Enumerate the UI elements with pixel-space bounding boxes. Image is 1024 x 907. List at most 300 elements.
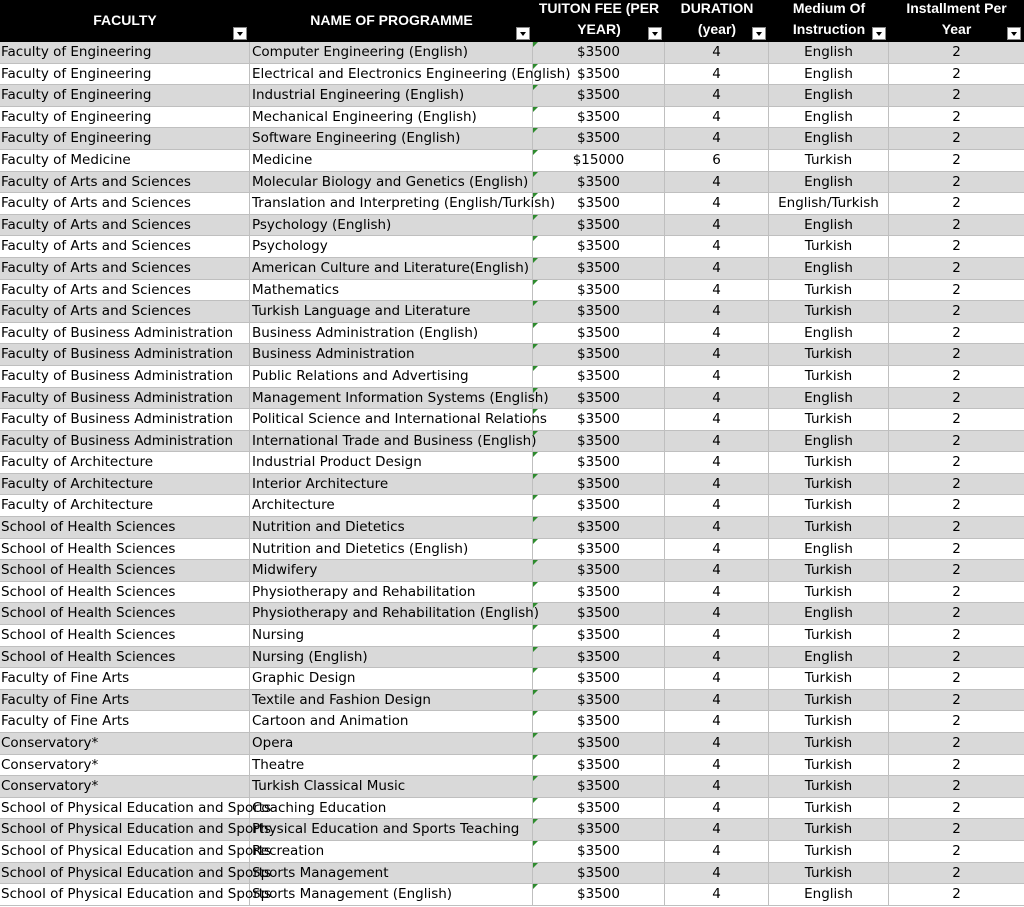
programme-cell[interactable]: Textile and Fashion Design bbox=[250, 690, 533, 711]
duration-cell[interactable]: 4 bbox=[665, 85, 769, 106]
faculty-cell[interactable]: Conservatory* bbox=[0, 755, 250, 776]
installment-cell[interactable]: 2 bbox=[952, 519, 961, 536]
faculty-cell[interactable]: Faculty of Arts and Sciences bbox=[0, 215, 250, 236]
installment-cell[interactable]: 2 bbox=[952, 130, 961, 147]
faculty-cell[interactable]: Faculty of Business Administration bbox=[0, 388, 250, 409]
tuition-cell[interactable]: $3500 bbox=[533, 366, 665, 387]
duration-cell[interactable]: 4 bbox=[665, 711, 769, 732]
tuition-cell[interactable]: $3500 bbox=[533, 42, 665, 63]
medium-cell[interactable]: English bbox=[769, 388, 889, 409]
cell-comment-marker-icon bbox=[533, 819, 538, 824]
programme-cell[interactable]: Medicine bbox=[250, 150, 533, 171]
programme-cell[interactable]: Physical Education and Sports Teaching bbox=[250, 819, 533, 840]
installment-cell[interactable]: 2 bbox=[952, 87, 961, 104]
duration-cell[interactable]: 4 bbox=[665, 798, 769, 819]
medium-cell[interactable]: Turkish bbox=[769, 582, 889, 603]
installment-cell[interactable]: 2 bbox=[952, 691, 961, 708]
faculty-cell[interactable]: Faculty of Engineering bbox=[0, 128, 250, 149]
programme-cell[interactable]: Software Engineering (English) bbox=[250, 128, 533, 149]
faculty-cell[interactable]: School of Health Sciences bbox=[0, 647, 250, 668]
programme-cell[interactable]: Architecture bbox=[250, 495, 533, 516]
tuition-cell[interactable]: $3500 bbox=[533, 819, 665, 840]
programme-cell[interactable]: Management Information Systems (English) bbox=[250, 388, 533, 409]
medium-cell[interactable]: Turkish bbox=[769, 841, 889, 862]
duration-cell[interactable]: 4 bbox=[665, 625, 769, 646]
programme-cell[interactable]: Coaching Education bbox=[250, 798, 533, 819]
tuition-cell[interactable]: $3500 bbox=[533, 388, 665, 409]
installment-cell[interactable]: 2 bbox=[952, 605, 961, 622]
duration-cell[interactable]: 4 bbox=[665, 42, 769, 63]
duration-cell[interactable]: 4 bbox=[665, 582, 769, 603]
cell-comment-marker-icon bbox=[533, 711, 538, 716]
duration-cell[interactable]: 4 bbox=[665, 431, 769, 452]
duration-cell[interactable]: 4 bbox=[665, 733, 769, 754]
filter-dropdown-icon[interactable] bbox=[233, 27, 247, 40]
programme-cell[interactable]: Public Relations and Advertising bbox=[250, 366, 533, 387]
duration-cell[interactable]: 4 bbox=[665, 280, 769, 301]
medium-cell[interactable]: Turkish bbox=[769, 733, 889, 754]
programme-cell[interactable]: Psychology (English) bbox=[250, 215, 533, 236]
tuition-cell[interactable]: $3500 bbox=[533, 409, 665, 430]
duration-cell[interactable]: 4 bbox=[665, 128, 769, 149]
table-row bbox=[0, 280, 1024, 302]
faculty-cell[interactable]: School of Physical Education and Sports bbox=[0, 884, 250, 905]
duration-cell[interactable]: 4 bbox=[665, 193, 769, 214]
table-row bbox=[0, 474, 1024, 496]
table-row bbox=[0, 884, 1024, 906]
programme-cell[interactable]: Business Administration (English) bbox=[250, 323, 533, 344]
table-row bbox=[0, 495, 1024, 517]
cell-comment-marker-icon bbox=[533, 625, 538, 630]
table-row bbox=[0, 388, 1024, 410]
duration-cell[interactable]: 4 bbox=[665, 388, 769, 409]
filter-dropdown-icon[interactable] bbox=[1007, 27, 1021, 40]
cell-comment-marker-icon bbox=[533, 884, 538, 889]
tuition-cell[interactable]: $3500 bbox=[533, 280, 665, 301]
duration-cell[interactable]: 4 bbox=[665, 236, 769, 257]
installment-cell[interactable]: 2 bbox=[952, 259, 961, 276]
faculty-cell[interactable]: School of Physical Education and Sports bbox=[0, 819, 250, 840]
duration-cell[interactable]: 4 bbox=[665, 863, 769, 884]
duration-cell[interactable]: 4 bbox=[665, 560, 769, 581]
faculty-cell[interactable]: Faculty of Business Administration bbox=[0, 323, 250, 344]
installment-cell[interactable]: 2 bbox=[952, 389, 961, 406]
programme-cell[interactable]: Molecular Biology and Genetics (English) bbox=[250, 172, 533, 193]
faculty-cell[interactable]: Faculty of Fine Arts bbox=[0, 668, 250, 689]
installment-cell[interactable]: 2 bbox=[952, 583, 961, 600]
medium-cell[interactable]: English bbox=[769, 107, 889, 128]
faculty-cell[interactable]: Faculty of Business Administration bbox=[0, 431, 250, 452]
duration-cell[interactable]: 4 bbox=[665, 452, 769, 473]
programme-cell[interactable]: Industrial Engineering (English) bbox=[250, 85, 533, 106]
medium-cell[interactable]: English bbox=[769, 258, 889, 279]
medium-cell[interactable]: Turkish bbox=[769, 236, 889, 257]
programme-cell[interactable]: International Trade and Business (English) bbox=[250, 431, 533, 452]
programme-cell[interactable]: Physiotherapy and Rehabilitation bbox=[250, 582, 533, 603]
faculty-cell[interactable]: Faculty of Arts and Sciences bbox=[0, 301, 250, 322]
medium-cell[interactable]: Turkish bbox=[769, 560, 889, 581]
cell-comment-marker-icon bbox=[533, 280, 538, 285]
installment-cell[interactable]: 2 bbox=[952, 886, 961, 903]
programme-cell[interactable]: Psychology bbox=[250, 236, 533, 257]
table-row bbox=[0, 215, 1024, 237]
installment-cell[interactable]: 2 bbox=[952, 540, 961, 557]
installment-cell[interactable]: 2 bbox=[952, 303, 961, 320]
programme-cell[interactable]: Nutrition and Dietetics (English) bbox=[250, 539, 533, 560]
installment-cell[interactable]: 2 bbox=[952, 756, 961, 773]
installment-cell[interactable]: 2 bbox=[952, 367, 961, 384]
installment-cell[interactable]: 2 bbox=[952, 475, 961, 492]
faculty-cell[interactable]: Faculty of Arts and Sciences bbox=[0, 193, 250, 214]
duration-cell[interactable]: 4 bbox=[665, 409, 769, 430]
tuition-cell[interactable]: $3500 bbox=[533, 733, 665, 754]
tuition-cell[interactable]: $3500 bbox=[533, 841, 665, 862]
table-row bbox=[0, 560, 1024, 582]
tuition-cell[interactable]: $15000 bbox=[533, 150, 665, 171]
faculty-cell[interactable]: School of Health Sciences bbox=[0, 582, 250, 603]
installment-cell[interactable]: 2 bbox=[952, 778, 961, 795]
duration-cell[interactable]: 4 bbox=[665, 517, 769, 538]
programme-cell[interactable]: Cartoon and Animation bbox=[250, 711, 533, 732]
cell-comment-marker-icon bbox=[533, 647, 538, 652]
installment-cell[interactable]: 2 bbox=[952, 195, 961, 212]
faculty-cell[interactable]: School of Health Sciences bbox=[0, 625, 250, 646]
faculty-cell[interactable]: Faculty of Fine Arts bbox=[0, 690, 250, 711]
medium-cell[interactable]: Turkish bbox=[769, 776, 889, 797]
duration-cell[interactable]: 4 bbox=[665, 603, 769, 624]
header-installment-line2: Year bbox=[941, 21, 972, 37]
installment-cell[interactable]: 2 bbox=[952, 670, 961, 687]
medium-cell[interactable]: Turkish bbox=[769, 301, 889, 322]
medium-cell[interactable]: English bbox=[769, 215, 889, 236]
medium-cell[interactable]: English bbox=[769, 323, 889, 344]
tuition-cell[interactable]: $3500 bbox=[533, 107, 665, 128]
programme-cell[interactable]: Mathematics bbox=[250, 280, 533, 301]
tuition-cell[interactable]: $3500 bbox=[533, 64, 665, 85]
programme-cell[interactable]: Translation and Interpreting (English/Turkish) bbox=[250, 193, 533, 214]
duration-cell[interactable]: 6 bbox=[665, 150, 769, 171]
medium-cell[interactable]: English bbox=[769, 431, 889, 452]
installment-cell[interactable]: 2 bbox=[952, 44, 961, 60]
tuition-cell[interactable]: $3500 bbox=[533, 517, 665, 538]
tuition-cell[interactable]: $3500 bbox=[533, 668, 665, 689]
tuition-cell[interactable]: $3500 bbox=[533, 863, 665, 884]
medium-cell[interactable]: Turkish bbox=[769, 474, 889, 495]
installment-cell[interactable]: 2 bbox=[952, 108, 961, 125]
tuition-cell[interactable]: $3500 bbox=[533, 323, 665, 344]
faculty-cell[interactable]: Faculty of Architecture bbox=[0, 474, 250, 495]
programme-cell[interactable]: Industrial Product Design bbox=[250, 452, 533, 473]
duration-cell[interactable]: 4 bbox=[665, 366, 769, 387]
medium-cell[interactable]: Turkish bbox=[769, 344, 889, 365]
installment-cell[interactable]: 2 bbox=[952, 821, 961, 838]
faculty-cell[interactable]: School of Health Sciences bbox=[0, 539, 250, 560]
medium-cell[interactable]: Turkish bbox=[769, 863, 889, 884]
medium-cell[interactable]: English bbox=[769, 647, 889, 668]
programme-cell[interactable]: Sports Management bbox=[250, 863, 533, 884]
medium-cell[interactable]: English bbox=[769, 64, 889, 85]
table-row bbox=[0, 690, 1024, 712]
medium-cell[interactable]: English bbox=[769, 42, 889, 63]
table-row bbox=[0, 625, 1024, 647]
table-row bbox=[0, 755, 1024, 777]
programme-cell[interactable]: Nutrition and Dietetics bbox=[250, 517, 533, 538]
medium-cell[interactable]: Turkish bbox=[769, 798, 889, 819]
faculty-cell[interactable]: Faculty of Architecture bbox=[0, 452, 250, 473]
cell-comment-marker-icon bbox=[533, 344, 538, 349]
duration-cell[interactable]: 4 bbox=[665, 755, 769, 776]
cell-comment-marker-icon bbox=[533, 258, 538, 263]
cell-comment-marker-icon bbox=[533, 366, 538, 371]
programme-cell[interactable]: Political Science and International Relations bbox=[250, 409, 533, 430]
faculty-cell[interactable]: Faculty of Arts and Sciences bbox=[0, 172, 250, 193]
programme-cell[interactable]: Electrical and Electronics Engineering (English) bbox=[250, 64, 533, 85]
table-row bbox=[0, 539, 1024, 561]
cell-comment-marker-icon bbox=[533, 452, 538, 457]
programme-cell[interactable]: Turkish Language and Literature bbox=[250, 301, 533, 322]
tuition-cell[interactable]: $3500 bbox=[533, 582, 665, 603]
duration-cell[interactable]: 4 bbox=[665, 474, 769, 495]
tuition-cell[interactable]: $3500 bbox=[533, 495, 665, 516]
faculty-cell[interactable]: Faculty of Business Administration bbox=[0, 366, 250, 387]
programme-cell[interactable]: American Culture and Literature(English) bbox=[250, 258, 533, 279]
tuition-cell[interactable]: $3500 bbox=[533, 755, 665, 776]
medium-cell[interactable]: English bbox=[769, 884, 889, 905]
duration-cell[interactable]: 4 bbox=[665, 107, 769, 128]
duration-cell[interactable]: 4 bbox=[665, 495, 769, 516]
tuition-cell[interactable]: $3500 bbox=[533, 431, 665, 452]
faculty-cell[interactable]: Faculty of Arts and Sciences bbox=[0, 236, 250, 257]
duration-cell[interactable]: 4 bbox=[665, 301, 769, 322]
medium-cell[interactable]: English bbox=[769, 603, 889, 624]
faculty-cell[interactable]: Faculty of Engineering bbox=[0, 42, 250, 63]
header-duration bbox=[665, 0, 769, 42]
medium-cell[interactable]: Turkish bbox=[769, 755, 889, 776]
table-row bbox=[0, 301, 1024, 323]
duration-cell[interactable]: 4 bbox=[665, 841, 769, 862]
installment-cell[interactable]: 2 bbox=[952, 864, 961, 881]
tuition-cell[interactable]: $3500 bbox=[533, 798, 665, 819]
header-row bbox=[0, 0, 1024, 42]
installment-cell[interactable]: 2 bbox=[952, 497, 961, 514]
programme-cell[interactable]: Computer Engineering (English) bbox=[250, 42, 533, 63]
installment-cell[interactable]: 2 bbox=[952, 627, 961, 644]
faculty-cell[interactable]: School of Physical Education and Sports bbox=[0, 841, 250, 862]
tuition-cell[interactable]: $3500 bbox=[533, 344, 665, 365]
duration-cell[interactable]: 4 bbox=[665, 690, 769, 711]
medium-cell[interactable]: Turkish bbox=[769, 690, 889, 711]
duration-cell[interactable]: 4 bbox=[665, 776, 769, 797]
tuition-cell[interactable]: $3500 bbox=[533, 236, 665, 257]
table-row bbox=[0, 64, 1024, 86]
medium-cell[interactable]: Turkish bbox=[769, 517, 889, 538]
installment-cell[interactable]: 2 bbox=[952, 454, 961, 471]
faculty-cell[interactable]: School of Health Sciences bbox=[0, 517, 250, 538]
cell-comment-marker-icon bbox=[533, 776, 538, 781]
medium-cell[interactable]: English bbox=[769, 128, 889, 149]
header-faculty bbox=[0, 0, 250, 42]
installment-cell[interactable]: 2 bbox=[952, 648, 961, 665]
faculty-cell[interactable]: Faculty of Arts and Sciences bbox=[0, 258, 250, 279]
installment-cell[interactable]: 2 bbox=[952, 735, 961, 751]
installment-cell[interactable]: 2 bbox=[952, 713, 961, 730]
cell-comment-marker-icon bbox=[533, 215, 538, 220]
tuition-cell[interactable]: $3500 bbox=[533, 690, 665, 711]
programme-cell[interactable]: Physiotherapy and Rehabilitation (English) bbox=[250, 603, 533, 624]
filter-dropdown-icon[interactable] bbox=[752, 27, 766, 40]
programme-cell[interactable]: Nursing (English) bbox=[250, 647, 533, 668]
table-row bbox=[0, 647, 1024, 669]
programme-cell[interactable]: Turkish Classical Music bbox=[250, 776, 533, 797]
duration-cell[interactable]: 4 bbox=[665, 539, 769, 560]
cell-comment-marker-icon bbox=[533, 431, 538, 436]
tuition-cell[interactable]: $3500 bbox=[533, 172, 665, 193]
table-row bbox=[0, 236, 1024, 258]
table-row bbox=[0, 128, 1024, 150]
faculty-cell[interactable]: Faculty of Engineering bbox=[0, 64, 250, 85]
cell-comment-marker-icon bbox=[533, 668, 538, 673]
faculty-cell[interactable]: School of Physical Education and Sports bbox=[0, 863, 250, 884]
installment-cell[interactable]: 2 bbox=[952, 151, 961, 168]
installment-cell[interactable]: 2 bbox=[952, 324, 961, 341]
faculty-cell[interactable]: Faculty of Business Administration bbox=[0, 409, 250, 430]
cell-comment-marker-icon bbox=[533, 128, 538, 133]
duration-cell[interactable]: 4 bbox=[665, 258, 769, 279]
medium-cell[interactable]: Turkish bbox=[769, 452, 889, 473]
faculty-cell[interactable]: Conservatory* bbox=[0, 776, 250, 797]
faculty-cell[interactable]: School of Health Sciences bbox=[0, 560, 250, 581]
medium-cell[interactable]: English bbox=[769, 172, 889, 193]
filter-dropdown-icon[interactable] bbox=[516, 27, 530, 40]
faculty-cell[interactable]: Faculty of Engineering bbox=[0, 107, 250, 128]
faculty-cell[interactable]: Faculty of Fine Arts bbox=[0, 711, 250, 732]
cell-comment-marker-icon bbox=[533, 841, 538, 846]
tuition-cell[interactable]: $3500 bbox=[533, 474, 665, 495]
programme-cell[interactable]: Interior Architecture bbox=[250, 474, 533, 495]
filter-dropdown-icon[interactable] bbox=[648, 27, 662, 40]
faculty-cell[interactable]: Faculty of Arts and Sciences bbox=[0, 280, 250, 301]
table-row bbox=[0, 776, 1024, 798]
tuition-cell[interactable]: $3500 bbox=[533, 301, 665, 322]
medium-cell[interactable]: English/Turkish bbox=[769, 193, 889, 214]
programme-cell[interactable]: Graphic Design bbox=[250, 668, 533, 689]
duration-cell[interactable]: 4 bbox=[665, 215, 769, 236]
medium-cell[interactable]: Turkish bbox=[769, 819, 889, 840]
tuition-cell[interactable]: $3500 bbox=[533, 193, 665, 214]
medium-cell[interactable]: Turkish bbox=[769, 366, 889, 387]
table-row bbox=[0, 668, 1024, 690]
cell-comment-marker-icon bbox=[533, 755, 538, 760]
filter-dropdown-icon[interactable] bbox=[872, 27, 886, 40]
medium-cell[interactable]: Turkish bbox=[769, 495, 889, 516]
tuition-cell[interactable]: $3500 bbox=[533, 776, 665, 797]
cell-comment-marker-icon bbox=[533, 150, 538, 155]
programme-cell[interactable]: Theatre bbox=[250, 755, 533, 776]
duration-cell[interactable]: 4 bbox=[665, 323, 769, 344]
faculty-cell[interactable]: Faculty of Architecture bbox=[0, 495, 250, 516]
installment-cell[interactable]: 2 bbox=[952, 842, 961, 859]
programme-cell[interactable]: Nursing bbox=[250, 625, 533, 646]
cell-comment-marker-icon bbox=[533, 42, 538, 47]
tuition-cell[interactable]: $3500 bbox=[533, 539, 665, 560]
tuition-cell[interactable]: $3500 bbox=[533, 128, 665, 149]
table-row bbox=[0, 863, 1024, 885]
tuition-cell[interactable]: $3500 bbox=[533, 625, 665, 646]
table-row bbox=[0, 798, 1024, 820]
tuition-cell[interactable]: $3500 bbox=[533, 711, 665, 732]
medium-cell[interactable]: Turkish bbox=[769, 668, 889, 689]
table-row bbox=[0, 603, 1024, 625]
header-tuition bbox=[533, 0, 665, 42]
faculty-cell[interactable]: School of Health Sciences bbox=[0, 603, 250, 624]
installment-cell[interactable]: 2 bbox=[952, 411, 961, 428]
medium-cell[interactable]: English bbox=[769, 85, 889, 106]
programme-cell[interactable]: Opera bbox=[250, 733, 533, 754]
faculty-cell[interactable]: Faculty of Medicine bbox=[0, 150, 250, 171]
installment-cell[interactable]: 2 bbox=[952, 281, 961, 298]
installment-cell[interactable]: 2 bbox=[952, 799, 961, 816]
programme-cell[interactable]: Business Administration bbox=[250, 344, 533, 365]
table-row bbox=[0, 150, 1024, 172]
cell-comment-marker-icon bbox=[533, 388, 538, 393]
tuition-cell[interactable]: $3500 bbox=[533, 603, 665, 624]
installment-cell[interactable]: 2 bbox=[952, 216, 961, 233]
duration-cell[interactable]: 4 bbox=[665, 647, 769, 668]
tuition-cell[interactable]: $3500 bbox=[533, 884, 665, 905]
duration-cell[interactable]: 4 bbox=[665, 172, 769, 193]
medium-cell[interactable]: Turkish bbox=[769, 409, 889, 430]
duration-cell[interactable]: 4 bbox=[665, 668, 769, 689]
duration-cell[interactable]: 4 bbox=[665, 344, 769, 365]
installment-cell[interactable]: 2 bbox=[952, 562, 961, 579]
tuition-cell[interactable]: $3500 bbox=[533, 560, 665, 581]
installment-cell[interactable]: 2 bbox=[952, 238, 961, 255]
header-faculty-label: FACULTY bbox=[93, 12, 157, 28]
faculty-cell[interactable]: School of Physical Education and Sports bbox=[0, 798, 250, 819]
tuition-cell[interactable]: $3500 bbox=[533, 452, 665, 473]
faculty-cell[interactable]: Faculty of Engineering bbox=[0, 85, 250, 106]
cell-comment-marker-icon bbox=[533, 560, 538, 565]
medium-cell[interactable]: English bbox=[769, 539, 889, 560]
medium-cell[interactable]: Turkish bbox=[769, 280, 889, 301]
cell-comment-marker-icon bbox=[533, 193, 538, 198]
faculty-cell[interactable]: Faculty of Business Administration bbox=[0, 344, 250, 365]
header-tuition-line2: YEAR) bbox=[577, 21, 621, 37]
tuition-cell[interactable]: $3500 bbox=[533, 258, 665, 279]
faculty-cell[interactable]: Conservatory* bbox=[0, 733, 250, 754]
programme-cell[interactable]: Recreation bbox=[250, 841, 533, 862]
medium-cell[interactable]: Turkish bbox=[769, 150, 889, 171]
duration-cell[interactable]: 4 bbox=[665, 64, 769, 85]
installment-cell[interactable]: 2 bbox=[952, 432, 961, 449]
programme-cell[interactable]: Midwifery bbox=[250, 560, 533, 581]
medium-cell[interactable]: Turkish bbox=[769, 711, 889, 732]
programme-cell[interactable]: Sports Management (English) bbox=[250, 884, 533, 905]
programme-cell[interactable]: Mechanical Engineering (English) bbox=[250, 107, 533, 128]
header-programme bbox=[250, 0, 533, 42]
tuition-cell[interactable]: $3500 bbox=[533, 85, 665, 106]
duration-cell[interactable]: 4 bbox=[665, 884, 769, 905]
tuition-cell[interactable]: $3500 bbox=[533, 647, 665, 668]
duration-cell[interactable]: 4 bbox=[665, 819, 769, 840]
installment-cell[interactable]: 2 bbox=[952, 346, 961, 363]
table-row bbox=[0, 258, 1024, 280]
header-medium-line1: Medium Of bbox=[792, 0, 866, 16]
installment-cell[interactable]: 2 bbox=[952, 173, 961, 190]
tuition-cell[interactable]: $3500 bbox=[533, 215, 665, 236]
installment-cell[interactable]: 2 bbox=[952, 65, 961, 82]
medium-cell[interactable]: Turkish bbox=[769, 625, 889, 646]
